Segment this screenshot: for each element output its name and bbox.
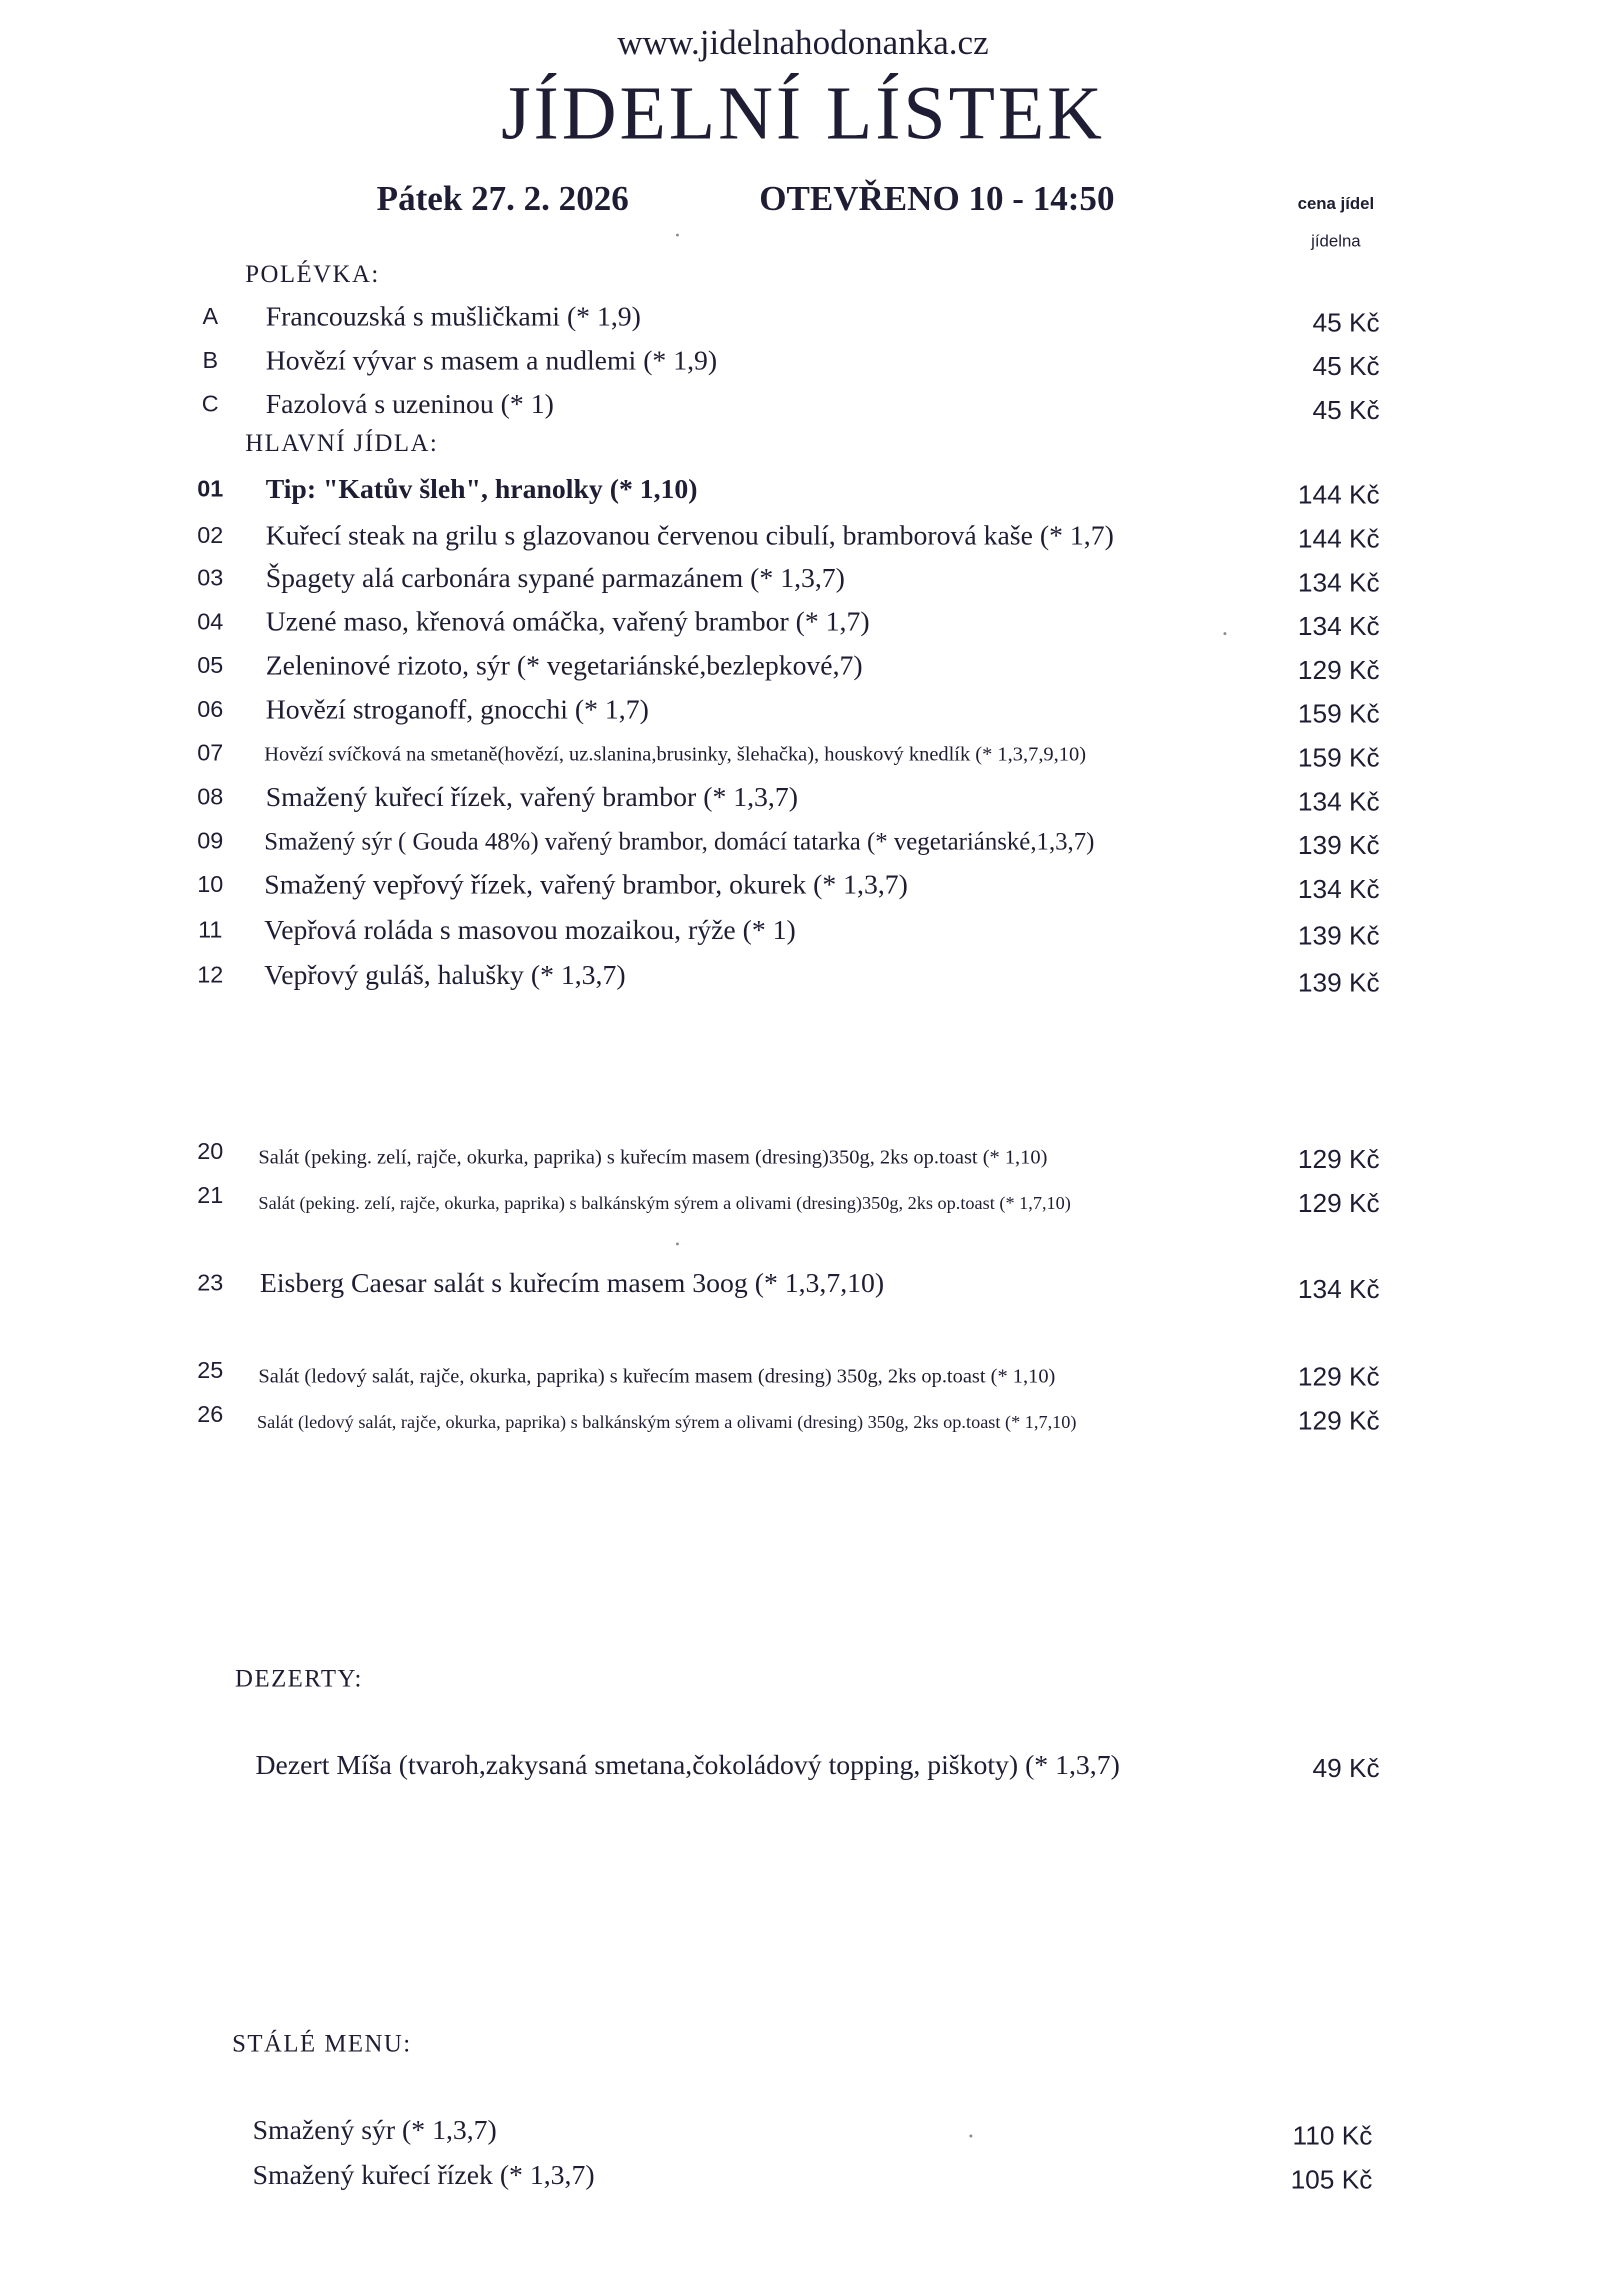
item-price: 110 Kč <box>1292 2121 1373 2151</box>
item-price: 129 Kč <box>1297 1362 1380 1392</box>
item-name: Tip: "Katův šleh", hranolky (* 1,10) <box>265 474 698 506</box>
item-name: Hovězí stroganoff, gnocchi (* 1,7) <box>265 694 649 726</box>
item-name: Eisberg Caesar salát s kuřecím masem 3oog (* 1,3,7,10) <box>259 1268 885 1300</box>
item-code: 23 <box>197 1271 224 1297</box>
item-code: 04 <box>197 610 224 636</box>
scan-speck <box>1223 632 1226 635</box>
item-code: 06 <box>197 697 224 723</box>
item-code: 25 <box>197 1359 224 1385</box>
item-price: 45 Kč <box>1312 308 1380 338</box>
item-name: Špagety alá carbonára sypané parmazánem (* 1,3,7) <box>265 563 845 595</box>
item-code: C <box>201 392 219 418</box>
item-name: Smažený kuřecí řízek, vařený brambor (* 1,3,7) <box>265 782 798 814</box>
item-name: Francouzská s mušličkami (* 1,9) <box>265 302 641 333</box>
item-name: Salát (peking. zelí, rajče, okurka, paprika) s kuřecím masem (dresing)350g, 2ks op.toast (* 1,10) <box>258 1147 1048 1170</box>
item-code: B <box>202 348 219 374</box>
item-name: Zeleninové rizoto, sýr (* vegetariánské,bezlepkové,7) <box>265 651 863 682</box>
item-price: 134 Kč <box>1297 786 1380 817</box>
item-name: Smažený sýr ( Gouda 48%) vařený brambor, domácí tatarka (* vegetariánské,1,3,7) <box>264 827 1095 856</box>
item-code: 03 <box>197 566 224 592</box>
item-code: 01 <box>197 477 224 503</box>
section-heading-desserts: DEZERTY: <box>235 1664 363 1693</box>
item-name: Fazolová s uzeninou (* 1) <box>265 389 554 421</box>
item-code: 10 <box>197 873 224 898</box>
item-price: 49 Kč <box>1312 1753 1380 1783</box>
item-name: Salát (ledový salát, rajče, okurka, paprika) s balkánským sýrem a olivami (dresing) 350g, 2ks op.toast (* 1,7,10) <box>256 1411 1077 1433</box>
item-price: 159 Kč <box>1297 743 1380 773</box>
item-name: Kuřecí steak na grilu s glazovanou červenou cibulí, bramborová kaše (* 1,7) <box>265 521 1114 552</box>
item-price: 144 Kč <box>1297 480 1380 510</box>
item-price: 134 Kč <box>1297 874 1380 904</box>
page-title: JÍDELNÍ LÍSTEK <box>501 73 1105 157</box>
item-code: 20 <box>197 1140 224 1166</box>
item-code: 07 <box>197 741 224 767</box>
item-price: 129 Kč <box>1297 1405 1380 1436</box>
item-price: 105 Kč <box>1290 2165 1373 2195</box>
item-price: 144 Kč <box>1297 524 1380 554</box>
item-name: Dezert Míša (tvaroh,zakysaná smetana,čokoládový topping, piškoty) (* 1,3,7) <box>255 1750 1120 1782</box>
item-price: 139 Kč <box>1297 921 1380 951</box>
website-url[interactable]: www.jidelnahodonanka.cz <box>617 24 989 63</box>
price-column-subheader: jídelna <box>1311 233 1361 252</box>
item-code: 21 <box>197 1184 224 1209</box>
item-price: 134 Kč <box>1297 611 1380 641</box>
item-code: 05 <box>197 654 224 679</box>
menu-date: Pátek 27. 2. 2026 <box>376 181 629 219</box>
item-price: 45 Kč <box>1312 395 1380 425</box>
item-price: 129 Kč <box>1297 655 1380 685</box>
item-code: 09 <box>197 829 224 855</box>
item-code: A <box>202 305 219 330</box>
item-code: 12 <box>197 963 224 989</box>
scan-speck <box>676 234 679 237</box>
item-name: Smažený kuřecí řízek (* 1,3,7) <box>252 2160 595 2192</box>
scan-speck <box>676 1242 679 1245</box>
section-heading-mains: HLAVNÍ JÍDLA: <box>245 429 439 457</box>
item-price: 129 Kč <box>1297 1144 1380 1174</box>
item-price: 139 Kč <box>1297 830 1380 860</box>
section-heading-soups: POLÉVKA: <box>245 259 380 288</box>
item-name: Salát (peking. zelí, rajče, okurka, paprika) s balkánským sýrem a olivami (dresing)350g, 2ks op.toast (* 1,7,10) <box>258 1192 1071 1214</box>
item-price: 159 Kč <box>1297 699 1380 729</box>
item-price: 45 Kč <box>1312 351 1380 382</box>
item-price: 129 Kč <box>1297 1188 1380 1218</box>
item-name: Smažený vepřový řízek, vařený brambor, okurek (* 1,3,7) <box>264 870 908 901</box>
item-name: Vepřová roláda s masovou mozaikou, rýže (* 1) <box>264 915 796 947</box>
item-name: Hovězí svíčková na smetaně(hovězí, uz.slanina,brusinky, šlehačka), houskový knedlík (* 1,3,7,9,10) <box>264 744 1087 767</box>
item-price: 134 Kč <box>1297 567 1380 598</box>
item-name: Uzené maso, křenová omáčka, vařený brambor (* 1,7) <box>265 607 870 639</box>
item-price: 134 Kč <box>1297 1274 1380 1304</box>
item-name: Hovězí vývar s masem a nudlemi (* 1,9) <box>265 346 718 377</box>
item-name: Smažený sýr (* 1,3,7) <box>252 2115 497 2147</box>
item-code: 26 <box>197 1403 224 1428</box>
section-heading-permanent-menu: STÁLÉ MENU: <box>232 2029 412 2058</box>
item-code: 02 <box>197 524 224 549</box>
price-column-header: cena jídel <box>1297 195 1375 214</box>
item-name: Vepřový guláš, halušky (* 1,3,7) <box>264 960 626 992</box>
item-code: 08 <box>197 785 224 811</box>
item-price: 139 Kč <box>1297 967 1380 998</box>
item-name: Salát (ledový salát, rajče, okurka, paprika) s kuřecím masem (dresing) 350g, 2ks op.toast (* 1,10) <box>258 1366 1056 1389</box>
opening-hours: OTEVŘENO 10 - 14:50 <box>759 181 1115 219</box>
item-code: 11 <box>198 918 223 944</box>
scan-speck <box>969 2135 972 2138</box>
